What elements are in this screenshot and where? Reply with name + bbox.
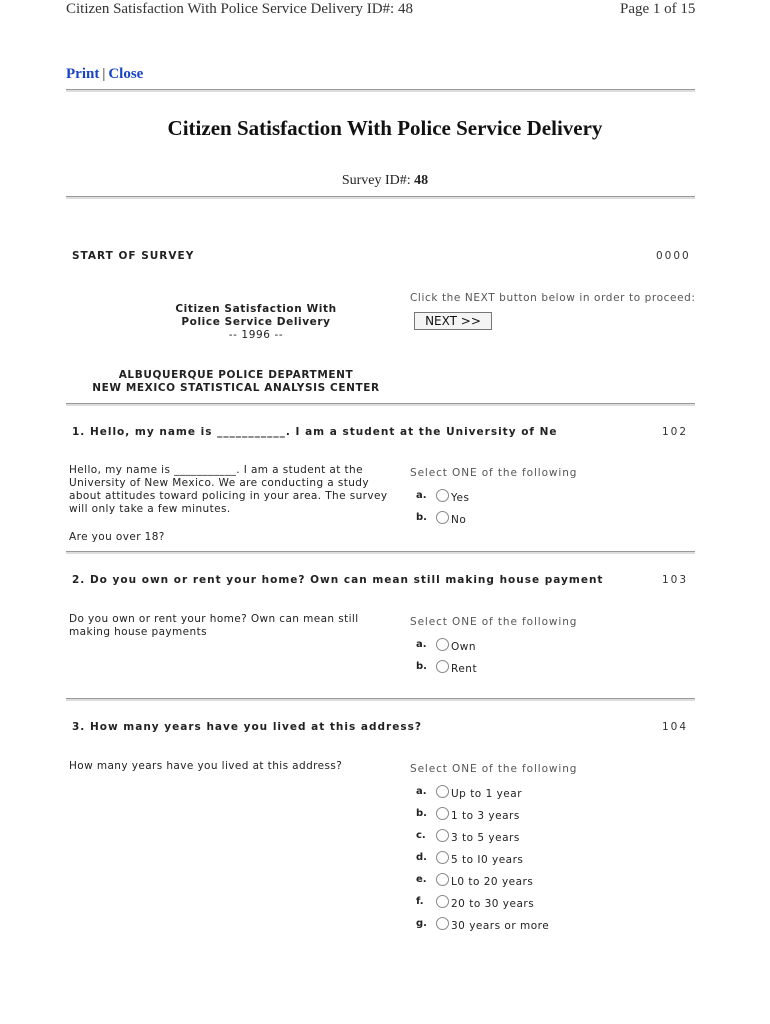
radio-button[interactable] xyxy=(436,895,449,908)
radio-button[interactable] xyxy=(436,829,449,842)
option-row[interactable] xyxy=(416,915,549,931)
option-row[interactable] xyxy=(416,783,522,799)
top-links xyxy=(66,66,143,83)
org-line-2: NEW MEXICO STATISTICAL ANALYSIS CENTER xyxy=(92,382,380,394)
option-text: 20 to 30 years xyxy=(451,898,535,910)
radio-button[interactable] xyxy=(436,489,449,502)
option-text: 30 years or more xyxy=(451,920,550,932)
radio-button[interactable] xyxy=(436,873,449,886)
org-line-1: ALBUQUERQUE POLICE DEPARTMENT xyxy=(118,369,354,381)
divider xyxy=(66,196,695,199)
radio-button[interactable] xyxy=(436,660,449,673)
option-row[interactable] xyxy=(416,805,520,821)
option-label: a. xyxy=(416,785,427,797)
start-heading: START OF SURVEY xyxy=(72,250,195,262)
divider xyxy=(66,403,695,406)
question-text: Hello, my name is ___________. I am a student at the University of New Mexico. We are conducting a study about attitudes toward policing in your area. The survey will only take a few minutes. xyxy=(69,464,388,515)
option-row[interactable] xyxy=(416,487,469,503)
question-code: 102 xyxy=(662,426,689,438)
next-button[interactable]: NEXT >> xyxy=(414,312,492,330)
intro-line-3: -- 1996 -- xyxy=(228,329,284,341)
option-text: Own xyxy=(451,641,477,653)
option-row[interactable] xyxy=(416,893,534,909)
survey-id-label: Survey ID#: xyxy=(341,173,411,188)
radio-button[interactable] xyxy=(436,511,449,524)
start-code: 0000 xyxy=(656,250,691,262)
option-label: b. xyxy=(416,511,427,523)
radio-button[interactable] xyxy=(436,917,449,930)
divider xyxy=(66,551,695,554)
divider xyxy=(66,89,695,92)
option-label: a. xyxy=(416,638,427,650)
question-subtext: Are you over 18? xyxy=(69,531,165,543)
page-number: Page 1 of 15 xyxy=(620,1,696,17)
intro-line-1: Citizen Satisfaction With xyxy=(175,303,337,315)
option-label: g. xyxy=(416,917,427,929)
option-text: Rent xyxy=(451,663,478,675)
page-header-title: Citizen Satisfaction With Police Service Delivery ID#: 48 xyxy=(66,1,413,17)
option-row[interactable] xyxy=(416,636,476,652)
option-label: a. xyxy=(416,489,427,501)
divider xyxy=(66,698,695,701)
radio-button[interactable] xyxy=(436,785,449,798)
option-row[interactable] xyxy=(416,827,520,843)
select-prompt: Select ONE of the following xyxy=(410,467,578,479)
question-text: Do you own or rent your home? Own can mean still making house payments xyxy=(69,613,359,638)
option-row[interactable] xyxy=(416,658,477,674)
intro-line-2: Police Service Delivery xyxy=(181,316,331,328)
question-heading: 1. Hello, my name is ___________. I am a student at the University of Ne xyxy=(72,426,558,438)
option-text: Up to 1 year xyxy=(451,788,523,800)
page-title: Citizen Satisfaction With Police Service Delivery xyxy=(167,116,603,140)
option-label: c. xyxy=(416,829,426,841)
select-prompt: Select ONE of the following xyxy=(410,616,578,628)
survey-id-value: 48 xyxy=(414,173,429,188)
option-row[interactable] xyxy=(416,509,466,525)
close-link[interactable]: Close xyxy=(108,66,144,82)
link-separator: | xyxy=(102,66,106,82)
option-label: f. xyxy=(416,895,424,907)
print-link[interactable]: Print xyxy=(66,66,100,82)
option-label: d. xyxy=(416,851,427,863)
option-label: b. xyxy=(416,660,427,672)
next-instruction: Click the NEXT button below in order to proceed: xyxy=(410,292,696,304)
option-row[interactable] xyxy=(416,871,533,887)
question-heading: 3. How many years have you lived at this address? xyxy=(72,721,422,733)
option-text: 3 to 5 years xyxy=(451,832,520,844)
question-heading: 2. Do you own or rent your home? Own can mean still making house payment xyxy=(72,574,604,586)
option-text: No xyxy=(451,514,467,526)
intro-block xyxy=(96,303,416,342)
option-text: 5 to I0 years xyxy=(451,854,524,866)
question-code: 103 xyxy=(662,574,689,586)
option-text: L0 to 20 years xyxy=(451,876,534,888)
org-block xyxy=(60,369,412,395)
option-text: Yes xyxy=(451,492,470,504)
option-text: 1 to 3 years xyxy=(451,810,520,822)
option-label: b. xyxy=(416,807,427,819)
radio-button[interactable] xyxy=(436,638,449,651)
question-code: 104 xyxy=(662,721,689,733)
radio-button[interactable] xyxy=(436,851,449,864)
option-label: e. xyxy=(416,873,427,885)
question-text: How many years have you lived at this address? xyxy=(69,760,343,772)
radio-button[interactable] xyxy=(436,807,449,820)
survey-id xyxy=(0,173,770,189)
option-row[interactable] xyxy=(416,849,523,865)
select-prompt: Select ONE of the following xyxy=(410,763,578,775)
